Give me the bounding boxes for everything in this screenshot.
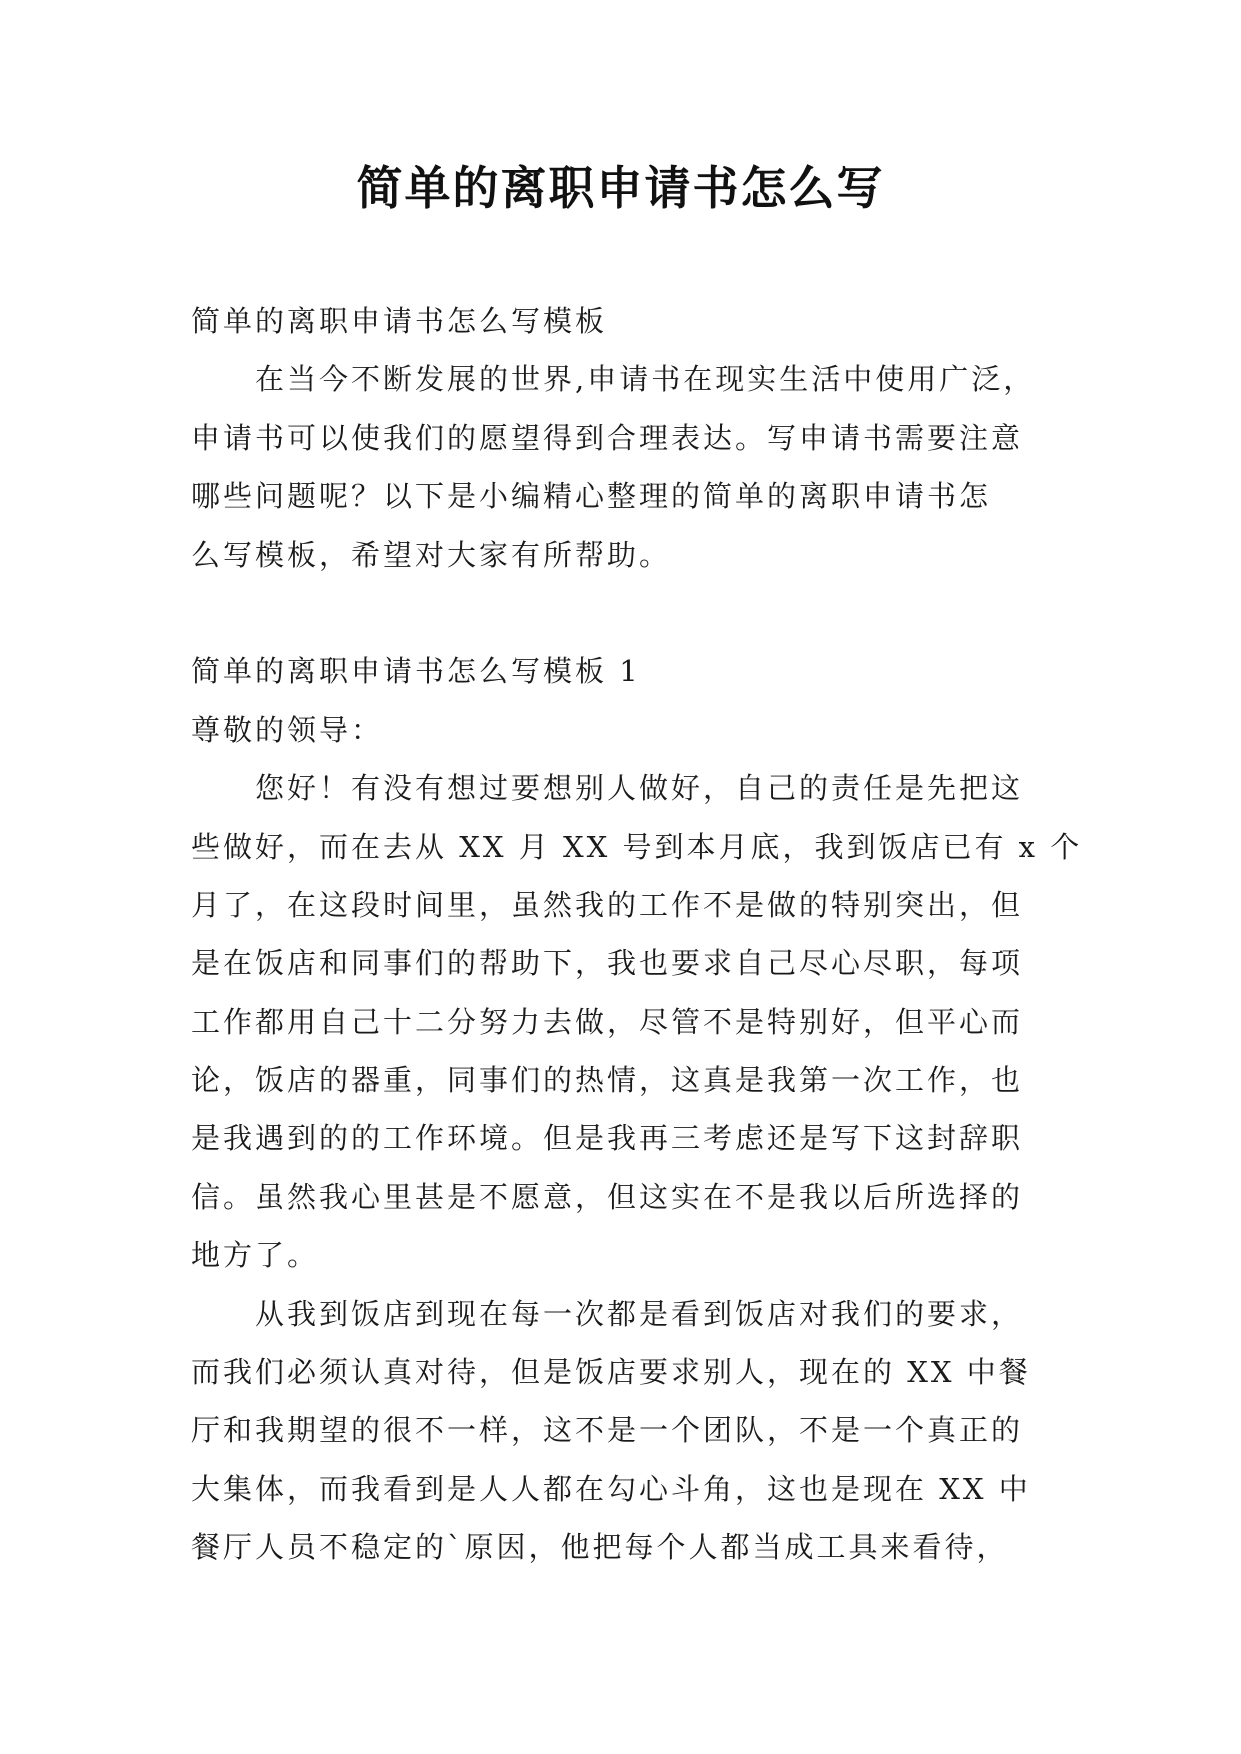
- paragraph-line: 地方了。: [191, 1238, 320, 1273]
- paragraph-line: 您好！有没有想过要想别人做好，自己的责任是先把这: [255, 771, 1024, 806]
- document-title: 简单的离职申请书怎么写: [356, 161, 885, 215]
- paragraph-line: 些做好，而在去从 XX 月 XX 号到本月底，我到饭店已有 x 个: [191, 829, 1083, 864]
- intro-line: 在当今不断发展的世界,申请书在现实生活中使用广泛，: [255, 362, 1036, 397]
- paragraph-line: 月了，在这段时间里，虽然我的工作不是做的特别突出，但: [191, 887, 1024, 922]
- paragraph-line: 是我遇到的的工作环境。但是我再三考虑还是写下这封辞职: [191, 1121, 1024, 1156]
- paragraph-line: 大集体，而我看到是人人都在勾心斗角，这也是现在 XX 中: [191, 1471, 1031, 1506]
- intro-line: 哪些问题呢？以下是小编精心整理的简单的离职申请书怎: [191, 479, 992, 514]
- paragraph-line: 而我们必须认真对待，但是饭店要求别人，现在的 XX 中餐: [191, 1355, 1031, 1390]
- paragraph-line: 信。虽然我心里甚是不愿意，但这实在不是我以后所选择的: [191, 1179, 1024, 1214]
- subheading: 简单的离职申请书怎么写模板: [191, 304, 608, 338]
- salutation: 尊敬的领导：: [191, 712, 384, 747]
- section-heading: 简单的离职申请书怎么写模板 1: [191, 654, 641, 689]
- paragraph-line: 从我到饭店到现在每一次都是看到饭店对我们的要求，: [255, 1296, 1024, 1331]
- paragraph-line: 是在饭店和同事们的帮助下，我也要求自己尽心尽职，每项: [191, 946, 1024, 981]
- intro-line: 申请书可以使我们的愿望得到合理表达。写申请书需要注意: [191, 420, 1024, 455]
- paragraph-line: 论，饭店的器重，同事们的热情，这真是我第一次工作，也: [191, 1063, 1024, 1098]
- intro-line: 么写模板，希望对大家有所帮助。: [191, 537, 672, 572]
- paragraph-line: 工作都用自己十二分努力去做，尽管不是特别好，但平心而: [191, 1004, 1024, 1039]
- document-body: [191, 292, 1083, 1577]
- blank-line: [191, 584, 1055, 642]
- paragraph-line: 厅和我期望的很不一样，这不是一个团队，不是一个真正的: [191, 1413, 1024, 1448]
- paragraph-line: 餐厅人员不稳定的`原因，他把每个人都当成工具来看待，: [191, 1530, 1009, 1565]
